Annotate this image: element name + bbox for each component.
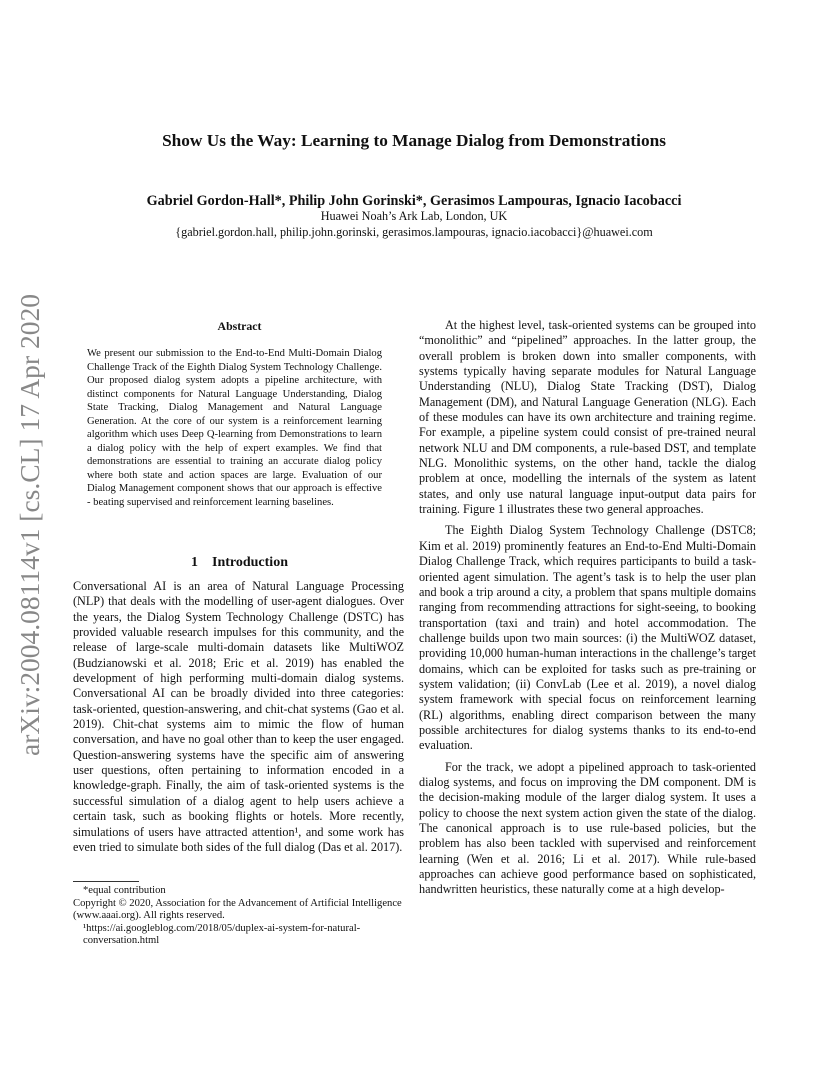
copyright-notice: Copyright © 2020, Association for the Advancement of Artificial Intelligence (www.aaai.org). All rights reserved. xyxy=(73,897,402,922)
right-column xyxy=(419,318,756,904)
author-emails: {gabriel.gordon.hall, philip.john.gorinski, gerasimos.lampouras, ignacio.iacobacci}@huawei.com xyxy=(175,225,653,239)
footnote-equal-contribution: *equal contribution xyxy=(83,885,166,896)
paragraph-approaches: At the highest level, task-oriented systems can be grouped into “monolithic” and “pipelined” approaches. In the latter group, the overall problem is broken down into smaller components, with systems typically having separate modules for Natural Language Understanding (NLU), Dialog State Tracking (DST), Dialog Management (DM), and Natural Language Generation (NLG). Each of these modules can have its own architecture and training regime. For example, a pipeline system could consist of pre-trained neural network NLU and DM components, a rule-based DST, and template NLG. Monolithic systems, on the other hand, tackle the dialog problem at once, modelling the internals of the system as latent states, and only use natural language input-output data pairs for training. Figure 1 illustrates these two general approaches. xyxy=(419,318,756,517)
arxiv-identifier xyxy=(12,290,50,760)
footnote-rule xyxy=(73,881,139,882)
affiliation: Huawei Noah’s Ark Lab, London, UK xyxy=(320,209,508,223)
abstract-heading: Abstract xyxy=(217,319,262,333)
paragraph-dstc8: The Eighth Dialog System Technology Challenge (DSTC8; Kim et al. 2019) prominently features an End-to-End Multi-Domain Dialog Challenge Track, which requires participants to build a task-oriented agent simulation. The agent’s task is to help the user plan and book a trip around a city, a problem that spans multiple domains ranging from recommending attractions for sight-seeing, to booking transportation (taxi and train) and hotel accommodation. The challenge builds upon two main sources: (i) the MultiWOZ dataset, providing 10,000 human-human interactions in the challenge’s target domains, which can be exploited for tasks such as pre-training or system validation; (ii) ConvLab (Lee et al. 2019), a novel dialog system framework with special focus on reinforcement learning (RL) algorithms, enabling direct comparison between the many possible architectures for dialog systems thanks to its end-to-end evaluation. xyxy=(419,523,756,753)
paper-title: Show Us the Way: Learning to Manage Dialog from Demonstrations xyxy=(162,131,666,150)
section-number: 1 xyxy=(191,555,198,570)
introduction-paragraph: Conversational AI is an area of Natural Language Processing (NLP) that deals with the modelling of user-agent dialogues. Over the years, the Dialog System Technology Challenge (DSTC) has provided valuable research impulses for this community, and the release of large-scale multi-domain datasets like MultiWOZ (Budzianowski et al. 2018; Eric et al. 2019) has enabled the development of high performing multi-domain dialog systems. Conversational AI can be broadly divided into three categories: task-oriented, question-answering, and chit-chat systems (Gao et al. 2019). Chit-chat systems aim to mimic the flow of human conversation, and have no goal other than to keep the user engaged. Question-answering systems have the specific aim of answering user questions, often pertaining to information encoded in a knowledge-graph. Finally, the aim of task-oriented systems is the successful simulation of a dialog agent to help users achieve a certain task, such as booking flights or hotels. More recently, simulations of users have attracted attention¹, and some work has even tried to simulate both sides of the full dialog (Das et al. 2017). xyxy=(73,579,404,854)
footnotes xyxy=(73,885,406,948)
section-title: Introduction xyxy=(212,555,288,570)
section-heading-introduction xyxy=(73,555,406,571)
abstract-text: We present our submission to the End-to-End Multi-Domain Dialog Challenge Track of the Eighth Dialog System Technology Challenge. Our proposed dialog system adopts a pipeline architecture, with distinct components for Natural Language Understanding, Dialog State Tracking, Dialog Management and Natural Language Generation. At the core of our system is a reinforcement learning algorithm which uses Deep Q-learning from Demonstrations to learn a dialog policy with the help of expert examples. We find that demonstrations are essential to training an accurate dialog policy where both state and action spaces are large. Evaluation of our Dialog Management component shows that our approach is effective - beating supervised and reinforcement learning baselines. xyxy=(87,348,382,508)
arxiv-id-text: arXiv:2004.08114v1 [cs.CL] 17 Apr 2020 xyxy=(15,302,45,756)
author-list: Gabriel Gordon-Hall*, Philip John Gorinski*, Gerasimos Lampouras, Ignacio Iacobacci xyxy=(146,193,682,209)
paragraph-track: For the track, we adopt a pipelined approach to task-oriented dialog systems, and focus on improving the DM component. DM is the decision-making module of the larger dialog system. It uses a policy to choose the next system action given the state of the dialog. The canonical approach is to use rule-based policies, but the problem has also been tackled with supervised and reinforcement learning (Wen et al. 2016; Li et al. 2017). While rule-based approaches can achieve good performance based on sophisticated, handwritten heuristics, these naturally come at a high develop- xyxy=(419,759,756,897)
footnote-1: ¹https://ai.googleblog.com/2018/05/duplex-ai-system-for-natural-conversation.html xyxy=(83,922,361,947)
